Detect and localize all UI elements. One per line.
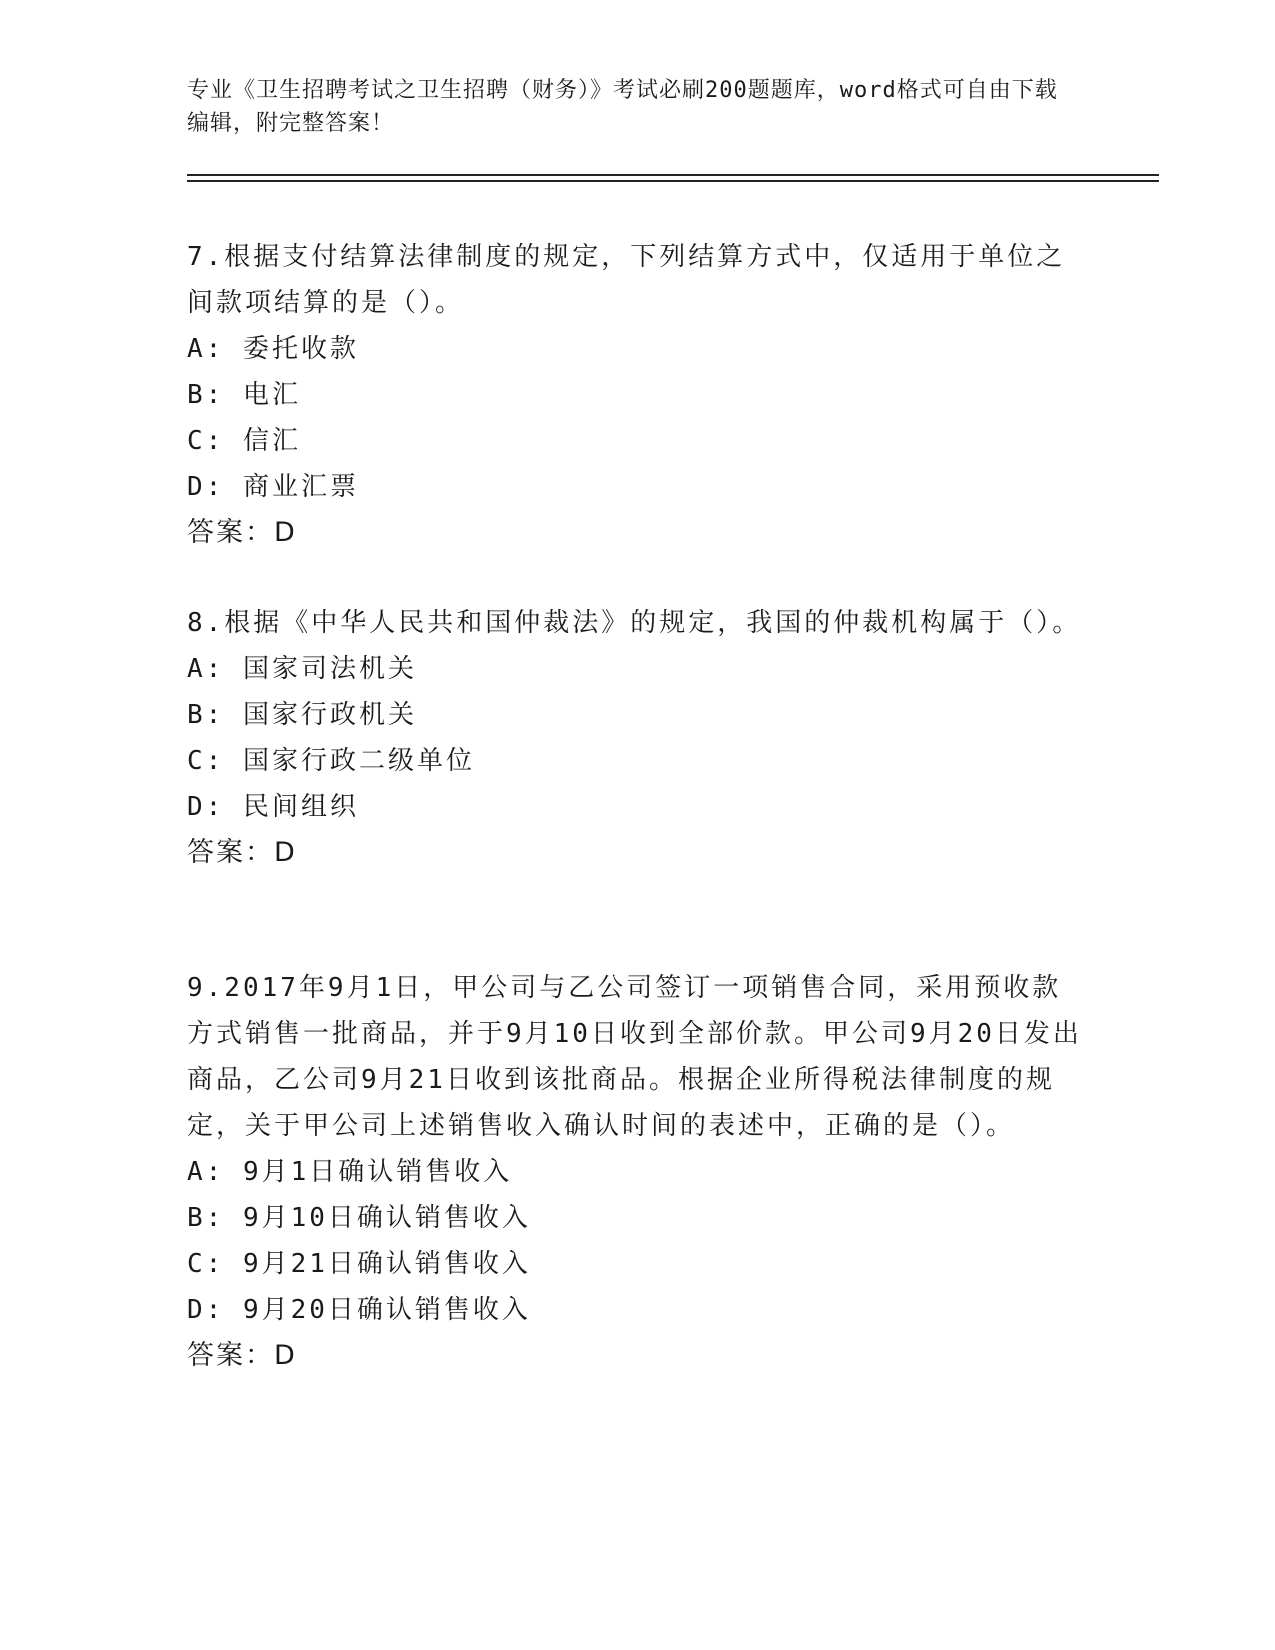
option-d: D: 9月20日确认销售收入 [187,1295,531,1325]
question-text: 7.根据支付结算法律制度的规定，下列结算方式中，仅适用于单位之间款项结算的是（）。 [187,242,1066,318]
option-c: C: 9月21日确认销售收入 [187,1249,531,1279]
option-d: D: 商业汇票 [187,472,359,502]
header-divider-bottom [187,180,1159,182]
option-a: A: 国家司法机关 [187,654,417,684]
option-b: B: 9月10日确认销售收入 [187,1203,531,1233]
option-b: B: 国家行政机关 [187,700,417,730]
option-list [187,646,1087,830]
question-block [187,234,1087,556]
header-divider-top [187,174,1159,176]
option-d: D: 民间组织 [187,792,359,822]
answer-label: 答案：D [187,1340,297,1371]
option-a: A: 9月1日确认销售收入 [187,1157,513,1187]
document-intro: 专业《卫生招聘考试之卫生招聘（财务）》考试必刷200题题库，word格式可自由下载编辑，附完整答案！ [187,78,1058,136]
option-list [187,1149,1087,1333]
question-block [187,600,1087,876]
option-c: C: 国家行政二级单位 [187,746,475,776]
option-a: A: 委托收款 [187,334,359,364]
answer-label: 答案：D [187,837,297,868]
question-block [187,965,1087,1379]
answer-label: 答案：D [187,517,297,548]
question-text: 9.2017年9月1日，甲公司与乙公司签订一项销售合同，采用预收款方式销售一批商品，并于9月10日收到全部价款。甲公司9月20日发出商品，乙公司9月21日收到该批商品。根据企业所得税法律制度的规定，关于甲公司上述销售收入确认时间的表述中，正确的是（）。 [187,973,1082,1141]
option-c: C: 信汇 [187,426,301,456]
option-b: B: 电汇 [187,380,301,410]
question-text: 8.根据《中华人民共和国仲裁法》的规定，我国的仲裁机构属于（）。 [187,608,1082,638]
option-list [187,326,1087,510]
